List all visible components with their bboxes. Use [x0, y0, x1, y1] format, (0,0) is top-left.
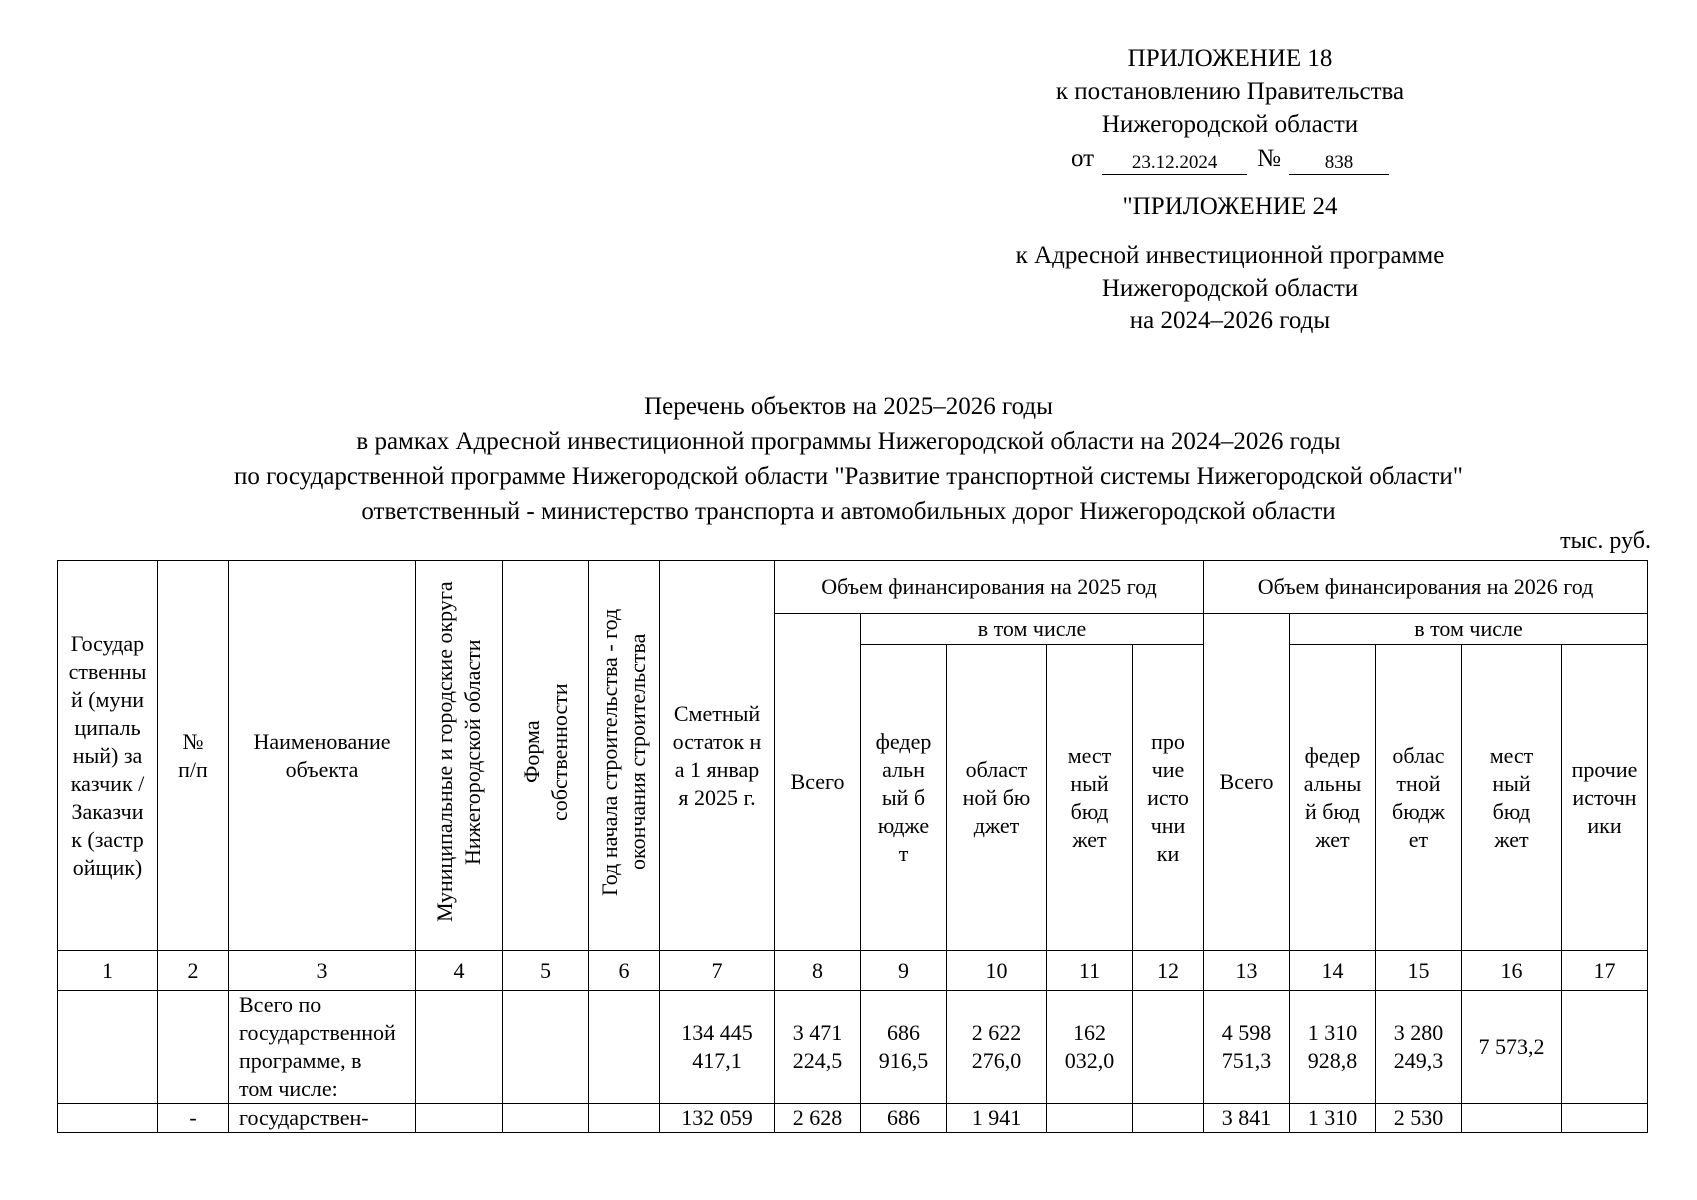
header-regional-2025: областной бюджет	[947, 645, 1047, 951]
cell-other-2026	[1562, 991, 1648, 1104]
cell-total-2026: 4 598 751,3	[1204, 991, 1290, 1104]
cell-regional-2025: 1 941	[947, 1104, 1047, 1133]
appendix-18-title: ПРИЛОЖЕНИЕ 18	[1127, 45, 1333, 72]
cell-regional-2026: 3 280 249,3	[1376, 991, 1462, 1104]
cell-name: государствен-	[229, 1104, 416, 1133]
list-subtitle-1: в рамках Адресной инвестиционной программы Нижегородской области на 2024–2026 годы	[356, 428, 1341, 455]
cell-municipal	[416, 991, 503, 1104]
cell-customer	[58, 1104, 158, 1133]
list-subtitle-2: по государственной программе Нижегородской области "Развитие транспортной системы Нижегородской области"	[234, 463, 1463, 490]
header-total-2025: Всего	[775, 614, 861, 951]
cell-remainder: 132 059	[660, 1104, 775, 1133]
decree-number: 838	[1289, 152, 1389, 175]
cell-total-2025: 3 471 224,5	[775, 991, 861, 1104]
col-number: 11	[1047, 951, 1133, 991]
list-subtitle-3: ответственный - министерство транспорта и автомобильных дорог Нижегородской области	[361, 498, 1336, 525]
col-number: 13	[1204, 951, 1290, 991]
cell-name: Всего по государственной программе, в том числе:	[229, 991, 416, 1104]
column-number-row	[58, 951, 1648, 991]
cell-years	[589, 991, 660, 1104]
col-number: 14	[1290, 951, 1376, 991]
col-number: 12	[1133, 951, 1204, 991]
header-years: Год начала строительства - год окончания строительства	[589, 561, 660, 951]
cell-remainder: 134 445 417,1	[660, 991, 775, 1104]
col-number: 17	[1562, 951, 1648, 991]
cell-local-2025: 162 032,0	[1047, 991, 1133, 1104]
decree-date: 23.12.2024	[1102, 152, 1247, 175]
cell-years	[589, 1104, 660, 1133]
decree-reference: к постановлению Правительства	[1055, 78, 1405, 105]
cell-local-2025	[1047, 1104, 1133, 1133]
header-federal-2026: федеральный бюджет	[1290, 645, 1376, 951]
header-including-2026: в том числе	[1290, 614, 1648, 645]
from-label: от	[1071, 145, 1095, 172]
cell-regional-2025: 2 622 276,0	[947, 991, 1047, 1104]
cell-total-2026: 3 841	[1204, 1104, 1290, 1133]
cell-other-2025	[1133, 991, 1204, 1104]
cell-ownership	[503, 1104, 589, 1133]
header-row-1	[58, 561, 1648, 614]
units-label: тыс. руб.	[1560, 528, 1651, 554]
col-number: 8	[775, 951, 861, 991]
table-row	[58, 1104, 1648, 1133]
appendix-24-title: "ПРИЛОЖЕНИЕ 24	[1122, 193, 1338, 220]
cell-federal-2026: 1 310	[1290, 1104, 1376, 1133]
header-name: Наименование объекта	[229, 561, 416, 951]
col-number: 3	[229, 951, 416, 991]
header-remainder: Сметный остаток на 1 января 2025 г.	[660, 561, 775, 951]
cell-local-2026	[1462, 1104, 1562, 1133]
header-local-2026: местный бюджет	[1462, 645, 1562, 951]
region-name: Нижегородской области	[1101, 111, 1359, 138]
header-total-2026: Всего	[1204, 614, 1290, 951]
header-num: № п/п	[158, 561, 229, 951]
list-title: Перечень объектов на 2025–2026 годы	[644, 393, 1053, 420]
cell-total-2025: 2 628	[775, 1104, 861, 1133]
col-number: 5	[503, 951, 589, 991]
objects-table	[57, 560, 1648, 1133]
col-number: 7	[660, 951, 775, 991]
header-local-2025: местный бюджет	[1047, 645, 1133, 951]
cell-ownership	[503, 991, 589, 1104]
col-number: 4	[416, 951, 503, 991]
cell-local-2026: 7 573,2	[1462, 991, 1562, 1104]
cell-num	[158, 991, 229, 1104]
col-number: 10	[947, 951, 1047, 991]
col-number: 6	[589, 951, 660, 991]
header-customer: Государственный (муниципальный) заказчик / Заказчик (застройщик)	[58, 561, 158, 951]
header-federal-2025: федеральный бюджет	[861, 645, 947, 951]
region-name-2: Нижегородской области	[1101, 275, 1359, 302]
cell-federal-2025: 686 916,5	[861, 991, 947, 1104]
program-years: на 2024–2026 годы	[1129, 307, 1331, 334]
col-number: 2	[158, 951, 229, 991]
header-ownership: Форма собственности	[503, 561, 589, 951]
cell-federal-2026: 1 310 928,8	[1290, 991, 1376, 1104]
col-number: 9	[861, 951, 947, 991]
cell-other-2026	[1562, 1104, 1648, 1133]
header-municipal: Муниципальные и городские округа Нижегородской области	[416, 561, 503, 951]
header-fin-2026: Объем финансирования на 2026 год	[1204, 561, 1648, 614]
decree-date-line	[1050, 143, 1410, 175]
header-fin-2025: Объем финансирования на 2025 год	[775, 561, 1204, 614]
cell-other-2025	[1133, 1104, 1204, 1133]
header-other-2026: прочие источники	[1562, 645, 1648, 951]
cell-num: -	[158, 1104, 229, 1133]
cell-customer	[58, 991, 158, 1104]
header-other-2025: прочие источники	[1133, 645, 1204, 951]
cell-regional-2026: 2 530	[1376, 1104, 1462, 1133]
table-row	[58, 991, 1648, 1104]
program-reference: к Адресной инвестиционной программе	[1015, 242, 1445, 269]
header-regional-2026: областной бюджет	[1376, 645, 1462, 951]
col-number: 16	[1462, 951, 1562, 991]
col-number: 15	[1376, 951, 1462, 991]
header-including-2025: в том числе	[861, 614, 1204, 645]
number-sign: №	[1257, 145, 1281, 172]
cell-federal-2025: 686	[861, 1104, 947, 1133]
col-number: 1	[58, 951, 158, 991]
cell-municipal	[416, 1104, 503, 1133]
